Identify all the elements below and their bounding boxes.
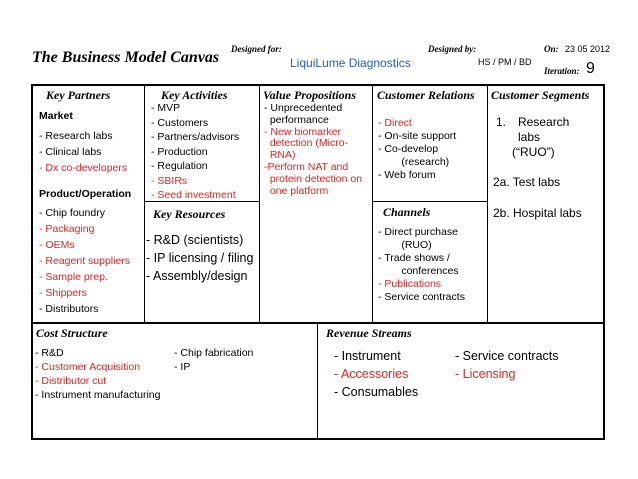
list-item: - SBIRs bbox=[151, 174, 188, 187]
list-item: - Packaging bbox=[39, 223, 95, 235]
list-item: - Direct purchase bbox=[378, 226, 458, 238]
list-item: - OEMs bbox=[39, 239, 75, 251]
list-item: - Service contracts bbox=[455, 349, 559, 363]
designed-for-value: LiquiLume Diagnostics bbox=[290, 56, 411, 70]
market-label: Market bbox=[39, 110, 73, 122]
customer-relations-title: Customer Relations bbox=[377, 88, 475, 102]
list-item: - Customers bbox=[151, 116, 209, 129]
list-item: - Direct bbox=[378, 117, 412, 129]
list-item: - R&D (scientists) bbox=[146, 233, 244, 247]
market-list bbox=[39, 128, 127, 176]
on-label: On: bbox=[544, 44, 559, 54]
list-item: - Clinical labs bbox=[39, 146, 102, 158]
list-item: - MVP bbox=[151, 102, 181, 114]
segment-1-note: (“RUO”) bbox=[512, 145, 555, 159]
key-resources-title: Key Resources bbox=[153, 207, 226, 221]
iteration-label: Iteration: bbox=[544, 66, 580, 76]
list-item: - Licensing bbox=[455, 367, 516, 381]
segment-2b: 2b. Hospital labs bbox=[493, 206, 582, 220]
list-item: - Accessories bbox=[334, 367, 409, 381]
product-operation-label: Product/Operation bbox=[39, 188, 132, 200]
list-item: - R&D bbox=[35, 347, 64, 359]
list-item: performance bbox=[264, 113, 329, 126]
list-item: - Regulation bbox=[151, 160, 208, 172]
list-item: - Distributor cut bbox=[35, 375, 107, 387]
customer-segments-title: Customer Segments bbox=[491, 88, 590, 102]
list-item: - Co-develop bbox=[378, 143, 439, 155]
designed-by-value: HS / PM / BD bbox=[478, 57, 532, 67]
channels-title: Channels bbox=[383, 205, 431, 219]
list-item: - IP licensing / filing bbox=[146, 251, 254, 265]
segment-1-text: Research bbox=[518, 115, 570, 129]
list-item: - Publications bbox=[378, 278, 442, 290]
list-item: - Shippers bbox=[39, 287, 87, 299]
list-item: - Trade shows / bbox=[378, 252, 450, 264]
segment-1-number: 1. bbox=[496, 115, 507, 129]
on-value: 23 05 2012 bbox=[565, 44, 611, 54]
list-item: - Production bbox=[151, 145, 208, 158]
list-item: - Seed investment bbox=[151, 189, 236, 201]
list-item: - Distributors bbox=[39, 303, 99, 315]
list-item: - New biomarker bbox=[264, 125, 342, 138]
revenue-streams-title: Revenue Streams bbox=[326, 326, 412, 340]
list-item: conferences bbox=[378, 265, 459, 277]
designed-by-label: Designed by: bbox=[428, 44, 477, 54]
list-item: (research) bbox=[378, 156, 450, 168]
iteration-value: 9 bbox=[586, 60, 595, 77]
key-activities-title: Key Activities bbox=[161, 88, 228, 102]
list-item: - Chip foundry bbox=[39, 207, 105, 219]
channels-list bbox=[378, 226, 465, 304]
designed-for-label: Designed for: bbox=[231, 44, 282, 54]
revenue-streams-list-right bbox=[455, 347, 559, 383]
list-item: - Reagent suppliers bbox=[39, 255, 131, 267]
list-item: one platform bbox=[264, 184, 329, 197]
list-item: - Partners/advisors bbox=[151, 131, 240, 143]
value-propositions-list bbox=[264, 103, 362, 197]
product-operation-list bbox=[39, 205, 130, 317]
key-partners-title: Key Partners bbox=[46, 88, 111, 102]
revenue-streams-list-left bbox=[334, 347, 418, 401]
list-item: - Dx co-developers bbox=[39, 162, 128, 174]
cost-structure-list-left bbox=[35, 346, 160, 402]
list-item: RNA) bbox=[264, 149, 296, 162]
cost-structure-title: Cost Structure bbox=[36, 326, 108, 340]
list-item: - Unprecedented bbox=[264, 102, 343, 114]
list-item: - On-site support bbox=[378, 130, 457, 142]
canvas-title: The Business Model Canvas bbox=[32, 49, 220, 66]
list-item: - Instrument manufacturing bbox=[35, 389, 161, 401]
list-item: -Perform NAT and bbox=[264, 160, 349, 173]
segment-1-text-2: labs bbox=[518, 130, 541, 144]
list-item: - Sample prep. bbox=[39, 271, 108, 283]
list-item: - Instrument bbox=[334, 349, 401, 363]
list-item: - Chip fabrication bbox=[174, 347, 254, 359]
list-item: - Assembly/design bbox=[146, 269, 248, 283]
key-resources-list bbox=[146, 231, 253, 285]
list-item: - IP bbox=[174, 361, 191, 373]
list-item: - Consumables bbox=[334, 385, 419, 399]
customer-relations-list bbox=[378, 117, 456, 182]
list-item: - Web forum bbox=[378, 169, 436, 181]
key-activities-list bbox=[151, 101, 239, 203]
cost-structure-list-right bbox=[174, 346, 253, 374]
value-propositions-title: Value Propositions bbox=[263, 88, 357, 102]
list-item: - Service contracts bbox=[378, 291, 465, 303]
list-item: - Customer Acquisition bbox=[35, 361, 141, 373]
list-item: - Research labs bbox=[39, 130, 113, 142]
list-item: protein detection on bbox=[264, 172, 363, 185]
list-item: (RUO) bbox=[378, 239, 432, 251]
segment-2a: 2a. Test labs bbox=[493, 175, 561, 189]
list-item: detection (Micro- bbox=[264, 137, 349, 150]
